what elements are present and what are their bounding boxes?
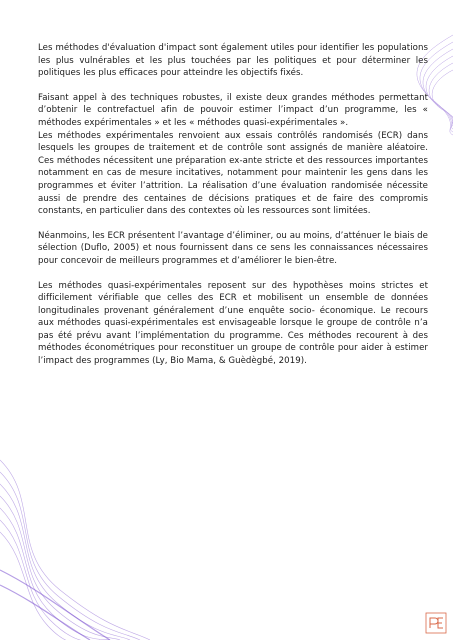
pe-logo-icon <box>425 612 447 634</box>
paragraph-5: Les méthodes quasi-expérimentales reposent sur des hypothèses moins strictes et difficilement vérifiable que celles des ECR et mobilisent un ensemble de données longitudinales provenant généralement d’une enquête socio- économique. Le recours aux méthodes quasi-expérimentales est envisageable lorsque le groupe de contrôle n’a pas été prévu avant l’implémentation du programme. Ces méthodes recourent à des méthodes économétriques pour reconstituer un groupe de contrôle pour aider à estimer l’impact des programmes (Ly, Bio Mama, & Guèdègbé, 2019). <box>38 280 428 367</box>
paragraph-4: Néanmoins, les ECR présentent l’avantage d’éliminer, ou au moins, d’atténuer le biais de sélection (Duflo, 2005) et nous fournissent dans ce sens les connaissances nécessaires pour concevoir de meilleurs programmes et d’améliorer le bien-être. <box>38 230 428 266</box>
paragraph-2: Faisant appel à des techniques robustes, il existe deux grandes méthodes permettant d’obtenir le contrefactuel afin de pouvoir estimer l’impact d’un programme, les « méthodes expérimentales » et les « méthodes quasi-expérimentales ». <box>38 92 428 128</box>
paragraph-3: Les méthodes expérimentales renvoient aux essais contrôlés randomisés (ECR) dans lesquels les groupes de traitement et de contrôle sont assignés de manière aléatoire. Ces méthodes nécessitent une préparation ex-ante stricte et des ressources importantes notamment en cas de mesure incitatives, notamment pour maintenir les gens dans les programmes et éviter l’attrition. La réalisation d’une évaluation randomisée nécessite aussi de prendre des centaines de décisions pratiques et de faire des compromis constants, en particulier dans des contextes où les ressources sont limitées. <box>38 130 428 217</box>
paragraph-1: Les méthodes d'évaluation d'impact sont également utiles pour identifier les populations les plus vulnérables et les plus touchées par les politiques et pour déterminer les politiques les plus efficaces pour atteindre les objectifs fixés. <box>38 43 428 79</box>
bottom-wave-decoration-icon <box>0 440 150 640</box>
document-body <box>38 42 428 368</box>
